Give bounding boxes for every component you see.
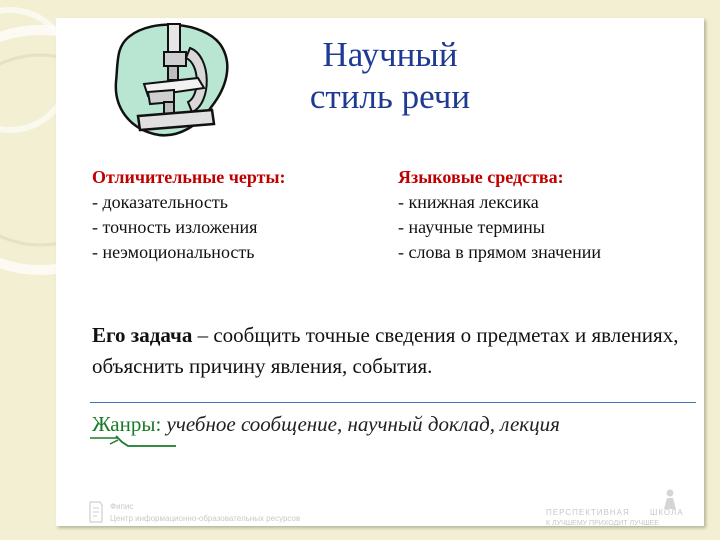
language-item: - книжная лексика	[398, 192, 539, 212]
figure-icon	[658, 488, 682, 510]
footer-right-line1: ПЕРСПЕКТИВНАЯ	[546, 508, 630, 517]
distinctive-features-column	[92, 165, 382, 265]
genres-value: учебное сообщение, научный доклад, лекция	[161, 412, 560, 436]
footer-right-line3: К ЛУЧШЕМУ ПРИХОДИТ ЛУЧШЕЕ	[546, 520, 659, 527]
feature-item: - точность изложения	[92, 217, 258, 237]
language-item: - научные термины	[398, 217, 545, 237]
distinctive-features-heading: Отличительные черты:	[92, 167, 286, 187]
task-text: – сообщить точные сведения о предметах и явлениях, объяснить причину явления, события.	[92, 323, 679, 378]
genres-label: Жанры:	[92, 412, 162, 436]
genres-line	[92, 410, 692, 438]
language-item: - слова в прямом значении	[398, 242, 602, 262]
language-means-column	[398, 165, 698, 265]
footer-left-line2: Центр информационно-образовательных ресурсов	[110, 514, 301, 523]
title-line-1: Научный	[322, 35, 458, 74]
footer-right-line2: ШКОЛА	[650, 508, 684, 517]
title-line-2: стиль речи	[309, 77, 471, 116]
task-label: Его задача	[92, 323, 193, 347]
language-means-heading: Языковые средства:	[398, 167, 564, 187]
microscope-icon	[108, 18, 236, 142]
task-paragraph	[92, 320, 682, 382]
feature-item: - неэмоциональность	[92, 242, 255, 262]
footer-right-logo	[546, 488, 696, 530]
checkmark-underline	[88, 434, 180, 450]
footer-left-line1: Фипис	[110, 502, 134, 511]
slide-title	[268, 34, 512, 118]
feature-item: - доказательность	[92, 192, 228, 212]
document-icon	[88, 500, 104, 524]
footer-left-logo	[88, 500, 388, 532]
divider-line	[90, 402, 696, 403]
